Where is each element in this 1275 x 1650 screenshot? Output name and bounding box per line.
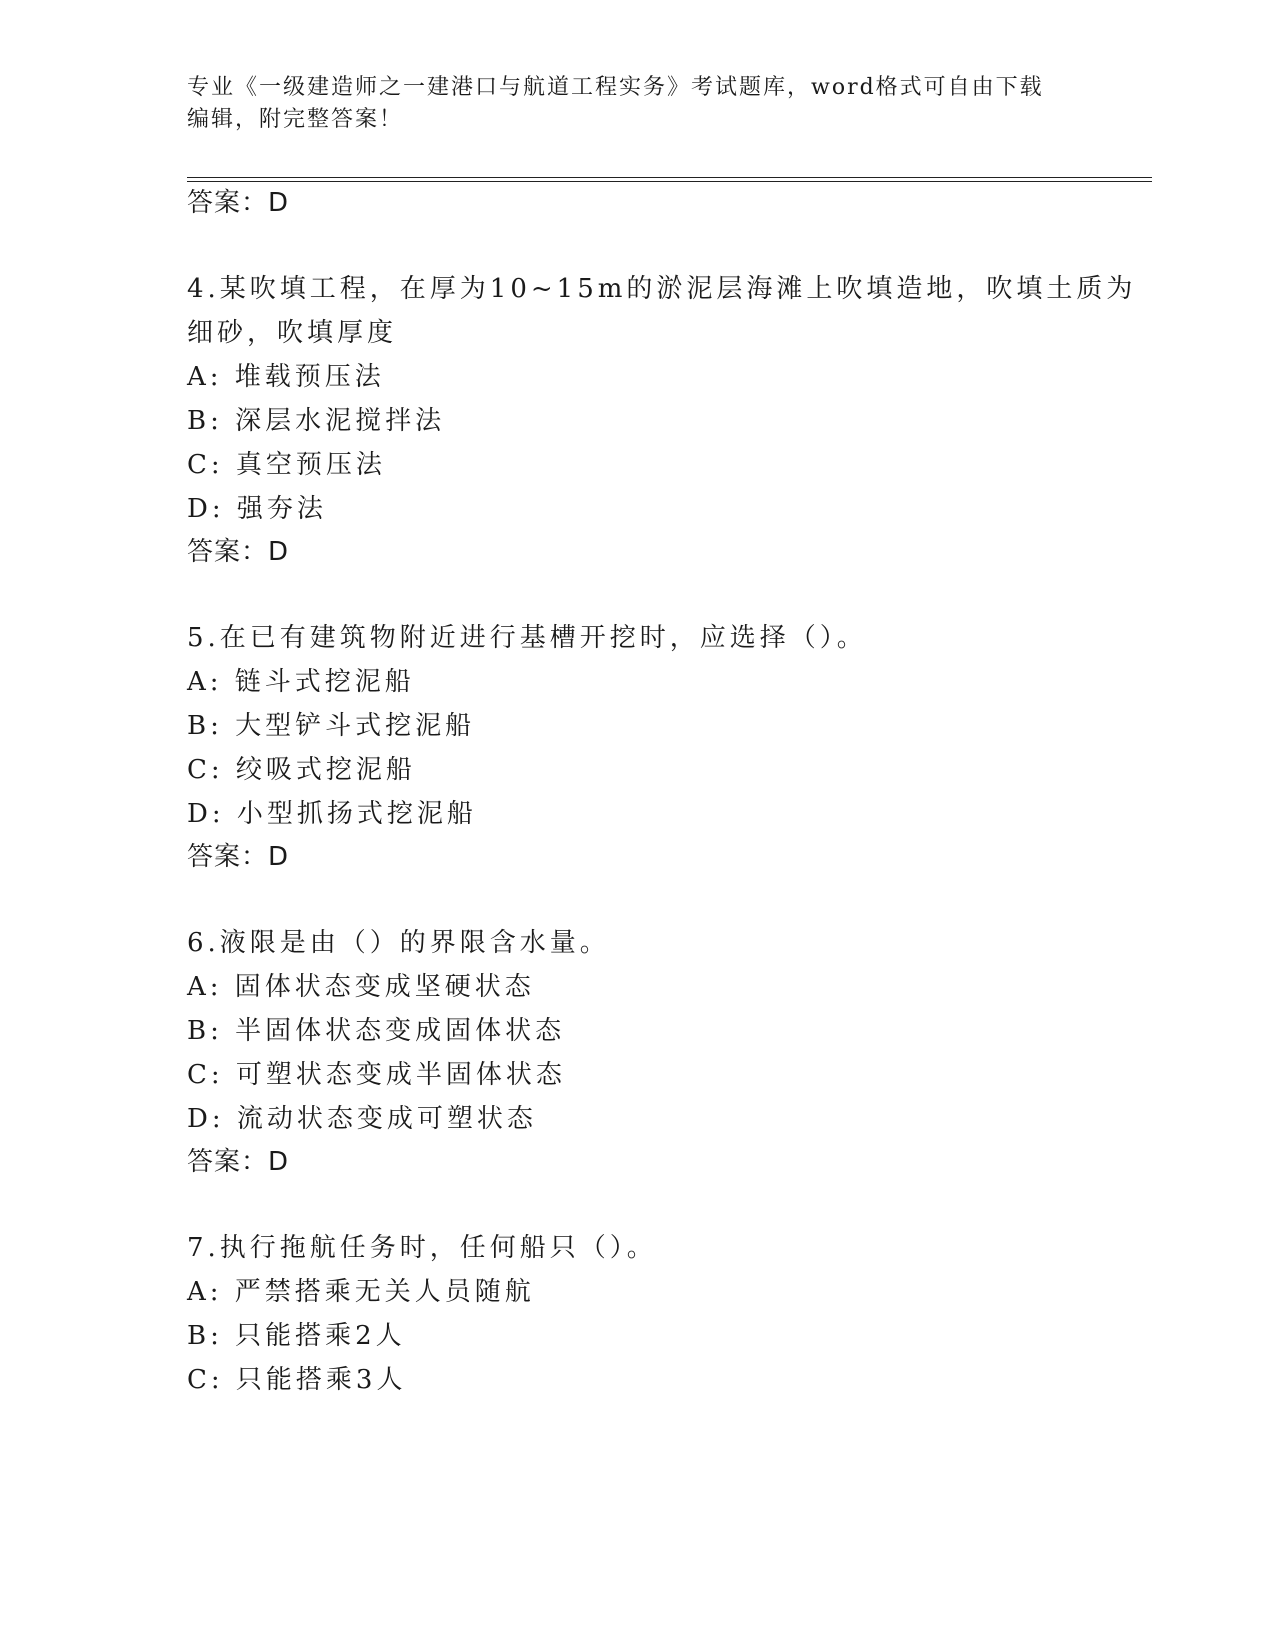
- question-6-answer: 答案：D: [187, 1147, 290, 1177]
- question-6-option-a: A: 固体状态变成坚硬状态: [187, 972, 535, 1002]
- question-5-option-a: A: 链斗式挖泥船: [187, 667, 415, 697]
- question-4-answer: 答案：D: [187, 537, 290, 567]
- document-header: [187, 72, 1087, 136]
- question-4-option-c: C: 真空预压法: [187, 450, 386, 480]
- question-5-option-d: D: 小型抓扬式挖泥船: [187, 799, 477, 829]
- question-6-option-c: C: 可塑状态变成半固体状态: [187, 1060, 566, 1090]
- header-line-1: 专业《一级建造师之一建港口与航道工程实务》考试题库，word格式可自由下载: [187, 75, 1044, 100]
- question-6-option-d: D: 流动状态变成可塑状态: [187, 1104, 537, 1134]
- question-4-option-d: D: 强夯法: [187, 494, 327, 524]
- answer-label: 答案：D: [187, 188, 290, 218]
- question-6-stem: 6.液限是由（）的界限含水量。: [187, 928, 610, 958]
- question-5-option-c: C: 绞吸式挖泥船: [187, 755, 416, 785]
- header-line-2: 编辑，附完整答案！: [187, 107, 404, 132]
- question-4-stem-line-1: 4.某吹填工程，在厚为10~15m的淤泥层海滩上吹填造地，吹填土质为: [187, 274, 1137, 304]
- question-7-option-a: A: 严禁搭乘无关人员随航: [187, 1277, 535, 1307]
- question-7-stem: 7.执行拖航任务时，任何船只（）。: [187, 1233, 657, 1263]
- question-5-stem: 5.在已有建筑物附近进行基槽开挖时，应选择（）。: [187, 623, 867, 653]
- question-5-option-b: B: 大型铲斗式挖泥船: [187, 711, 476, 741]
- question-7-option-b: B: 只能搭乘2人: [187, 1321, 406, 1351]
- header-divider: [187, 177, 1152, 182]
- question-4-option-a: A: 堆载预压法: [187, 362, 385, 392]
- question-7-option-c: C: 只能搭乘3人: [187, 1365, 407, 1395]
- question-5-answer: 答案：D: [187, 842, 290, 872]
- question-6-option-b: B: 半固体状态变成固体状态: [187, 1016, 566, 1046]
- question-4-option-b: B: 深层水泥搅拌法: [187, 406, 446, 436]
- question-4-stem-line-2: 细砂，吹填厚度: [187, 318, 398, 348]
